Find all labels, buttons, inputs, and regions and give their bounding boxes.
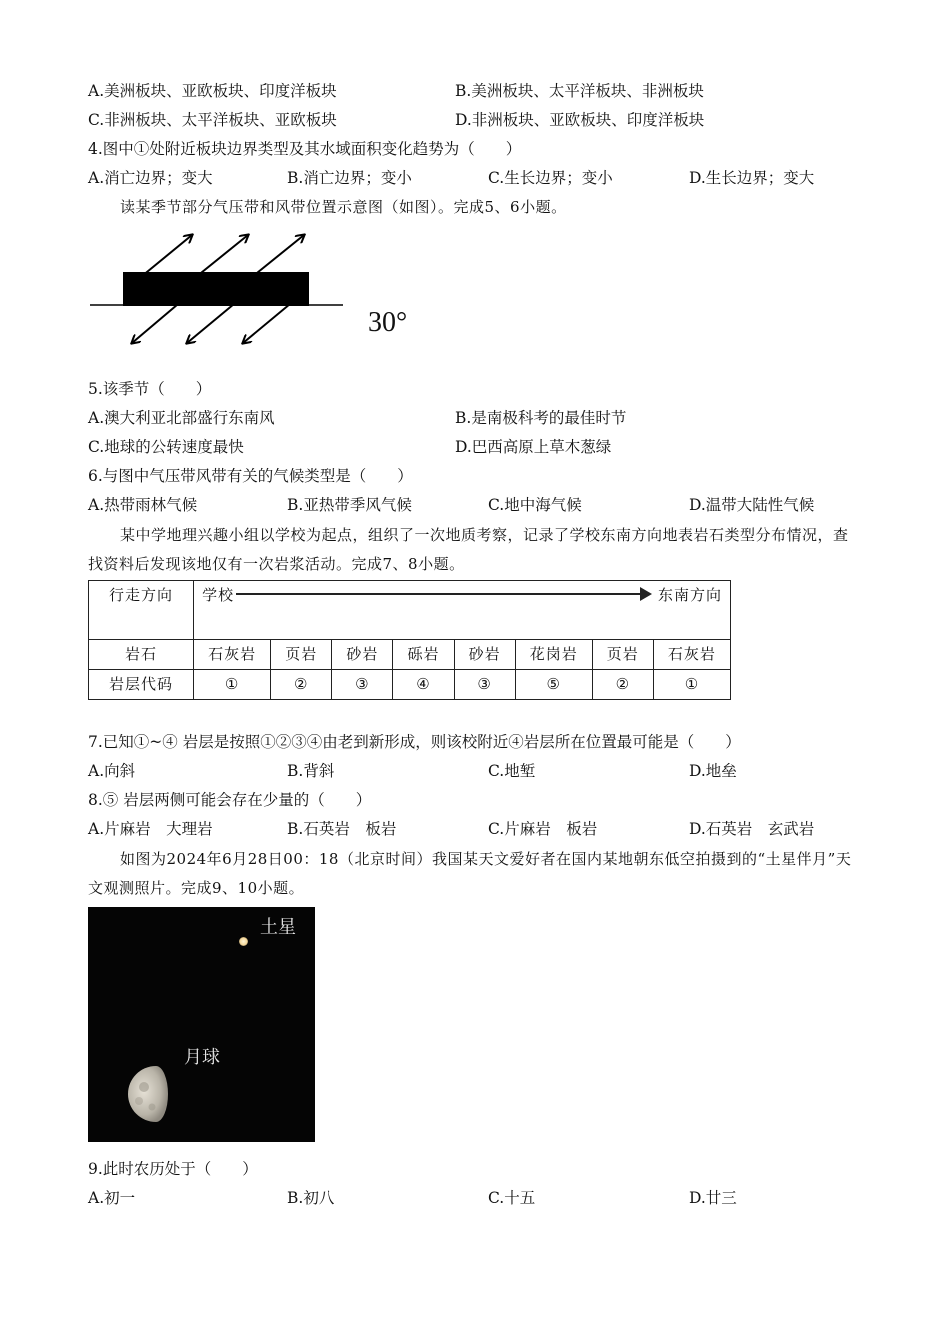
q8-option-d: D.石英岩 玄武岩 [689, 820, 815, 838]
q6-option-b: B.亚热带季风气候 [287, 496, 412, 514]
rock-cell: 石灰岩 [194, 640, 271, 670]
q7-option-c: C.地堑 [488, 762, 536, 780]
arrow-right-icon [640, 587, 652, 601]
q4-option-c: C.生长边界；变小 [488, 169, 613, 187]
q3-option-d: D.非洲板块、亚欧板块、印度洋板块 [455, 111, 705, 129]
latitude-label: 30° [368, 307, 408, 338]
q6-option-c: C.地中海气候 [488, 496, 582, 514]
q7-option-b: B.背斜 [287, 762, 335, 780]
q4-option-b: B.消亡边界；变小 [287, 169, 412, 187]
code-cell: ① [194, 670, 271, 700]
intro-7-8: 某中学地理兴趣小组以学校为起点，组织了一次地质考察，记录了学校东南方向地表岩石类型分布情况，查找资料后发现该地仅有一次岩浆活动。完成7、8小题。 [88, 526, 849, 573]
q3-option-c: C.非洲板块、太平洋板块、亚欧板块 [88, 111, 337, 129]
q4-stem: 4.图中①处附近板块边界类型及其水域面积变化趋势为（ ） [88, 140, 522, 158]
q9-option-d: D.廿三 [689, 1189, 737, 1207]
intro-9-10: 如图为2024年6月28日00：18（北京时间）我国某天文爱好者在国内某地朝东低空拍摄到的“土星伴月”天文观测照片。完成9、10小题。 [88, 850, 852, 897]
code-cell: ② [592, 670, 653, 700]
intro-5-6: 读某季节部分气压带和风带位置示意图（如图）。完成5、6小题。 [120, 198, 567, 216]
rock-header: 岩石 [89, 640, 194, 670]
code-cell: ④ [393, 670, 454, 700]
rock-cell: 砾岩 [393, 640, 454, 670]
q8-option-a: A.片麻岩 大理岩 [88, 820, 213, 838]
end-label: 东南方向 [657, 586, 722, 604]
q5-option-b: B.是南极科考的最佳时节 [455, 409, 627, 427]
rock-cell: 石灰岩 [653, 640, 730, 670]
code-cell: ② [271, 670, 332, 700]
code-cell: ① [653, 670, 730, 700]
q6-stem: 6.与图中气压带风带有关的气候类型是（ ） [88, 467, 413, 485]
direction-header: 行走方向 [89, 581, 194, 640]
q7-option-a: A.向斜 [88, 762, 136, 780]
direction-arrow-line [236, 593, 644, 595]
q3-option-a: A.美洲板块、亚欧板块、印度洋板块 [88, 82, 337, 100]
q9-stem: 9.此时农历处于（ ） [88, 1160, 258, 1178]
direction-arrow-cell [194, 581, 731, 640]
pressure-belt-diagram [88, 225, 428, 355]
q4-option-d: D.生长边界；变大 [689, 169, 815, 187]
code-cell: ⑤ [515, 670, 592, 700]
saturn-label: 土星 [260, 917, 296, 938]
q9-option-b: B.初八 [287, 1189, 335, 1207]
start-label: 学校 [202, 586, 235, 604]
q3-option-b: B.美洲板块、太平洋板块、非洲板块 [455, 82, 704, 100]
rock-cell: 花岗岩 [515, 640, 592, 670]
rock-cell: 页岩 [592, 640, 653, 670]
saturn-dot [239, 937, 248, 946]
q5-option-d: D.巴西高原上草木葱绿 [455, 438, 612, 456]
q7-stem: 7.已知①~④ 岩层是按照①②③④由老到新形成，则该校附近④岩层所在位置最可能是（ ） [88, 733, 741, 751]
q5-stem: 5.该季节（ ） [88, 380, 212, 398]
q8-stem: 8.⑤ 岩层两侧可能会存在少量的（ ） [88, 791, 372, 809]
rock-layer-table [88, 580, 731, 700]
q7-option-d: D.地垒 [689, 762, 737, 780]
rock-cell: 砂岩 [454, 640, 515, 670]
code-header: 岩层代码 [89, 670, 194, 700]
q6-option-d: D.温带大陆性气候 [689, 496, 815, 514]
q4-option-a: A.消亡边界；变大 [88, 169, 213, 187]
rock-cell: 砂岩 [332, 640, 393, 670]
moon-label: 月球 [184, 1047, 220, 1068]
code-cell: ③ [332, 670, 393, 700]
pressure-belt-bar [123, 272, 309, 306]
rock-cell: 页岩 [271, 640, 332, 670]
q8-option-c: C.片麻岩 板岩 [488, 820, 598, 838]
q9-option-c: C.十五 [488, 1189, 536, 1207]
q5-option-a: A.澳大利亚北部盛行东南风 [88, 409, 275, 427]
q5-option-c: C.地球的公转速度最快 [88, 438, 244, 456]
q9-option-a: A.初一 [88, 1189, 136, 1207]
saturn-moon-photo [88, 907, 315, 1142]
moon-icon [126, 1063, 186, 1125]
q8-option-b: B.石英岩 板岩 [287, 820, 397, 838]
q6-option-a: A.热带雨林气候 [88, 496, 198, 514]
code-cell: ③ [454, 670, 515, 700]
